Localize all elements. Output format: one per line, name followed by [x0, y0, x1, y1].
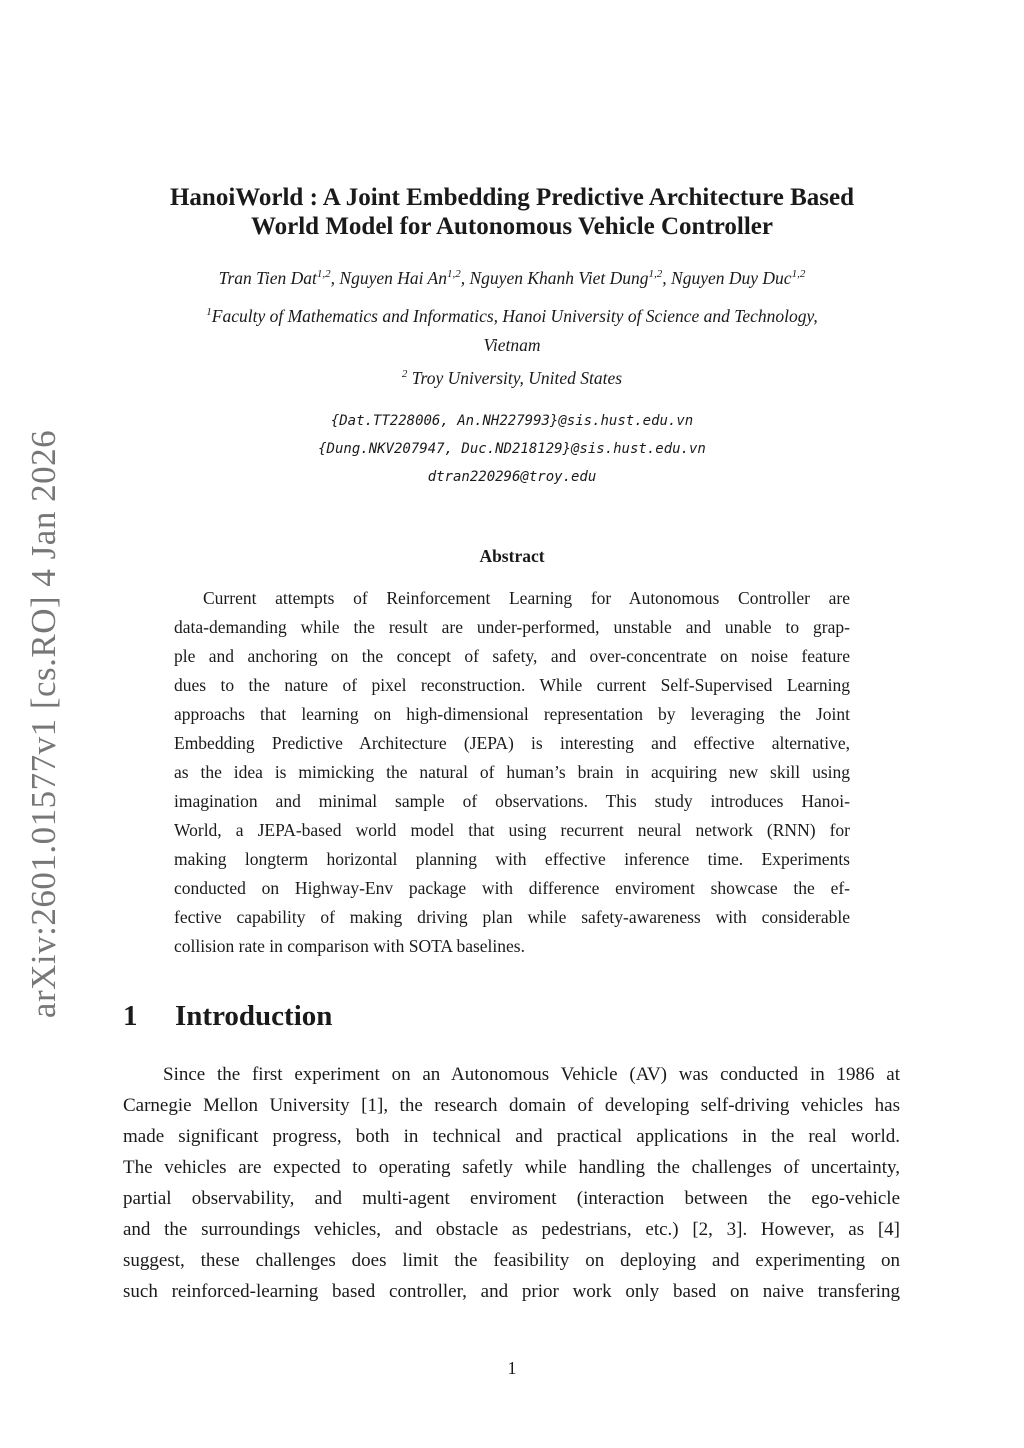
author-name: Nguyen Duy Duc	[671, 268, 792, 288]
author-affiliation-mark: 1,2	[447, 268, 461, 281]
author-affiliation-mark: 1,2	[648, 268, 663, 281]
body-text-line: such reinforced-learning based controller, and prior work only based on naive transfering	[123, 1281, 900, 1302]
author-name: Nguyen Khanh Viet Dung	[469, 268, 649, 288]
author-name: Tran Tien Dat	[218, 268, 317, 288]
title-line-1: HanoiWorld : A Joint Embedding Predictive Architecture Based	[169, 184, 855, 211]
paper-title	[100, 183, 924, 241]
email-line: {Dat.TT228006, An.NH227993}@sis.hust.edu.vn	[330, 413, 694, 429]
page-number: 1	[507, 1358, 517, 1378]
abstract-line: imagination and minimal sample of observations. This study introduces Hanoi-	[174, 791, 850, 811]
affiliation-2-text: Troy University, United States	[411, 368, 623, 388]
email-line: dtran220296@troy.edu	[427, 469, 597, 485]
email-line: {Dung.NKV207947, Duc.ND218129}@sis.hust.edu.vn	[318, 441, 706, 457]
arxiv-identifier-text: arXiv:2601.01577v1 [cs.RO] 4 Jan 2026	[24, 429, 63, 1019]
abstract-line: as the idea is mimicking the natural of human’s brain in acquiring new skill using	[174, 762, 850, 782]
abstract-line: data-demanding while the result are under-performed, unstable and unable to grap-	[174, 617, 850, 637]
abstract-line: ple and anchoring on the concept of safety, and over-concentrate on noise feature	[174, 646, 850, 666]
author-affiliation-mark: 1,2	[316, 268, 331, 281]
author-name: Nguyen Hai An	[339, 268, 447, 288]
abstract-line: Current attempts of Reinforcement Learning for Autonomous Controller are	[203, 588, 850, 608]
abstract-line: making longterm horizontal planning with effective inference time. Experiments	[174, 849, 850, 869]
abstract-line: collision rate in comparison with SOTA baselines.	[174, 936, 525, 956]
abstract-line: conducted on Highway-Env package with difference enviroment showcase the ef-	[174, 878, 850, 898]
body-text-line: and the surroundings vehicles, and obstacle as pedestrians, etc.) [2, 3]. However, as [4]	[123, 1219, 900, 1240]
section-number: 1	[123, 1000, 138, 1032]
author-list: Tran Tien Dat$^{1,2}$, Nguyen Hai An$^{1,2}$, Nguyen Khanh Viet Dung$^{1,2}$, Nguyen Duy Duc$^{1,2}$	[218, 268, 806, 288]
title-line-2: World Model for Autonomous Vehicle Controller	[251, 213, 773, 240]
body-text-line: The vehicles are expected to operating safetly while handling the challenges of uncertainty,	[123, 1157, 900, 1178]
abstract-line: approachs that learning on high-dimensional representation by leveraging the Joint	[174, 704, 850, 724]
affiliation-mark: 1	[206, 306, 212, 319]
body-text-line: partial observability, and multi-agent enviroment (interaction between the ego-vehicle	[123, 1188, 900, 1209]
author-affiliation-mark: 1,2	[791, 268, 806, 281]
section-heading-introduction	[123, 1000, 332, 1033]
abstract-line: fective capability of making driving plan while safety-awareness with considerable	[174, 907, 850, 927]
body-text-line: Carnegie Mellon University [1], the research domain of developing self-driving vehicles has	[123, 1095, 900, 1116]
section-title: Introduction	[175, 1000, 333, 1032]
abstract-heading: Abstract	[479, 546, 545, 566]
abstract-line: World, a JEPA-based world model that using recurrent neural network (RNN) for	[174, 820, 850, 840]
abstract-line: Embedding Predictive Architecture (JEPA) is interesting and effective alternative,	[174, 733, 850, 753]
body-text-line: suggest, these challenges does limit the feasibility on deploying and experimenting on	[123, 1250, 900, 1271]
affiliation-1-text: Faculty of Mathematics and Informatics, Hanoi University of Science and Technology,	[211, 306, 818, 326]
body-text-line: made significant progress, both in technical and practical applications in the real world.	[123, 1126, 900, 1147]
affiliation-2	[100, 368, 924, 389]
affiliation-mark: 2	[401, 368, 408, 381]
abstract-line: dues to the nature of pixel reconstruction. While current Self-Supervised Learning	[174, 675, 850, 695]
affiliation-1-continued: Vietnam	[483, 335, 541, 355]
affiliation-1	[100, 306, 924, 327]
body-text-line: Since the first experiment on an Autonomous Vehicle (AV) was conducted in 1986 at	[163, 1064, 900, 1085]
